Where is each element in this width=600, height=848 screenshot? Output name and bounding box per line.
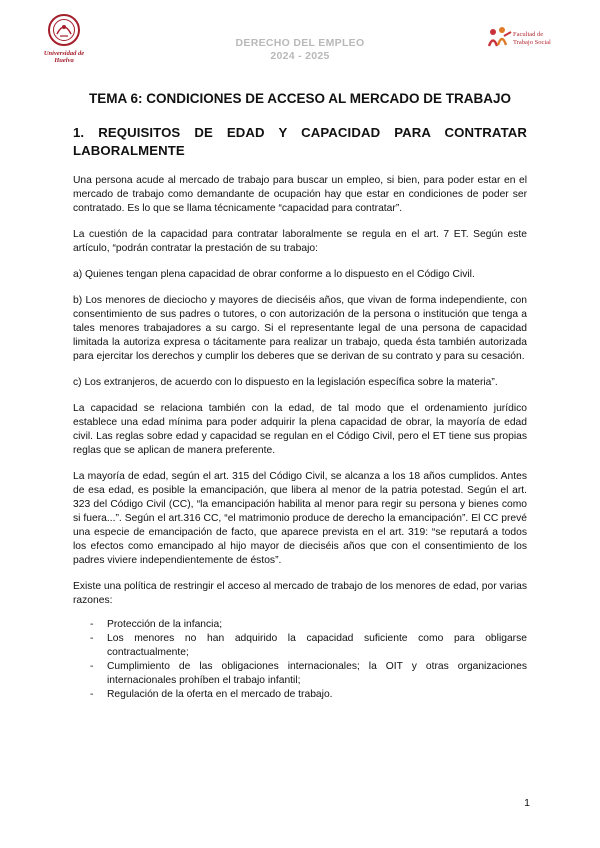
list-marker: - — [90, 633, 94, 644]
document-title: TEMA 6: CONDICIONES DE ACCESO AL MERCADO DE TRABAJO — [88, 91, 512, 106]
page-number: 1 — [524, 797, 530, 809]
paragraph: La capacidad se relaciona también con la edad, de tal modo que el ordenamiento jurídico establece una edad mínima para poder adquirir la plena capacidad de obrar, la mayoría de edad civil. Las reglas sobre edad y capacidad se regulan en el Código Civil, pero el ET tiene sus propias reglas que se aplican de manera preferente. — [73, 403, 527, 456]
university-logo-text: Universidad de Huelva — [43, 50, 85, 64]
list-item-text: Protección de la infancia; — [107, 619, 223, 630]
faculty-logo — [487, 26, 577, 50]
section-heading: 1. REQUISITOS DE EDAD Y CAPACIDAD PARA CONTRATAR LABORALMENTE — [73, 125, 527, 158]
list-item — [73, 632, 527, 660]
document-body — [73, 90, 527, 702]
list-item-text: Los menores no han adquirido la capacidad suficiente como para obligarse contractualmente; — [107, 633, 527, 658]
course-header — [200, 37, 400, 63]
academic-year: 2024 - 2025 — [270, 50, 330, 62]
list-item-text: Cumplimiento de las obligaciones internacionales; la OIT y otras organizaciones internacionales prohíben el trabajo infantil; — [107, 661, 527, 686]
list-item — [73, 688, 527, 702]
faculty-logo-line2: Trabajo Social — [513, 38, 551, 46]
list-marker: - — [90, 661, 94, 672]
paragraph: a) Quienes tengan plena capacidad de obrar conforme a lo dispuesto en el Código Civil. — [73, 269, 475, 280]
list-item — [73, 660, 527, 688]
university-logo — [38, 12, 90, 70]
list-item-text: Regulación de la oferta en el mercado de trabajo. — [107, 689, 333, 700]
page-header — [0, 0, 600, 80]
paragraph: c) Los extranjeros, de acuerdo con lo dispuesto en la legislación específica sobre la materia”. — [73, 377, 498, 388]
university-seal-icon — [38, 12, 90, 50]
course-name: DERECHO DEL EMPLEO — [235, 37, 365, 49]
paragraph: b) Los menores de dieciocho y mayores de dieciséis años, que vivan de forma independiente, con consentimiento de sus padres o tutores, o con autorización de la persona o institución que tenga a tales menores trabajadores a su cargo. Si el representante legal de una persona de capacidad limitada la autoriza expresa o tácitamente para realizar un trabajo, queda ésta también autorizada para ejercitar los derechos y cumplir los deberes que se derivan de su contrato y para su cesación. — [73, 295, 527, 362]
list-item — [73, 618, 527, 632]
paragraph: La cuestión de la capacidad para contratar laboralmente se regula en el art. 7 ET. Según este artículo, “podrán contratar la prestación de su trabajo: — [73, 229, 527, 254]
faculty-logo-line1: Facultad de — [513, 31, 544, 38]
paragraph: La mayoría de edad, según el art. 315 del Código Civil, se alcanza a los 18 años cumplidos. Antes de esa edad, es posible la emancipación, que libera al menor de la patria potestad. Según el art. 323 del Código Civil (CC), “la emancipación habilita al menor para regir su persona y bienes como si fuera...”. Según el art.316 CC, “el matrimonio produce de derecho la emancipación”. El CC prevé una especie de emancipación de facto, que aparece prevista en el art. 319: “se reputará a todos los efectos como emancipado al hijo mayor de dieciséis años que con el consentimiento de los padres viviere independientemente de éstos”. — [73, 471, 527, 566]
faculty-logo-text — [513, 31, 551, 46]
paragraph: Existe una política de restringir el acceso al mercado de trabajo de los menores de edad, por varias razones: — [73, 581, 527, 606]
faculty-figures-icon — [487, 26, 513, 50]
paragraph: Una persona acude al mercado de trabajo para buscar un empleo, si bien, para poder estar en el mercado de trabajo como demandante de ocupación hay que estar en condiciones de poder ser contratado. Es lo que se llama técnicamente “capacidad para contratar”. — [73, 175, 527, 214]
reasons-list — [73, 618, 527, 702]
list-marker: - — [90, 689, 94, 700]
list-marker: - — [90, 619, 94, 630]
